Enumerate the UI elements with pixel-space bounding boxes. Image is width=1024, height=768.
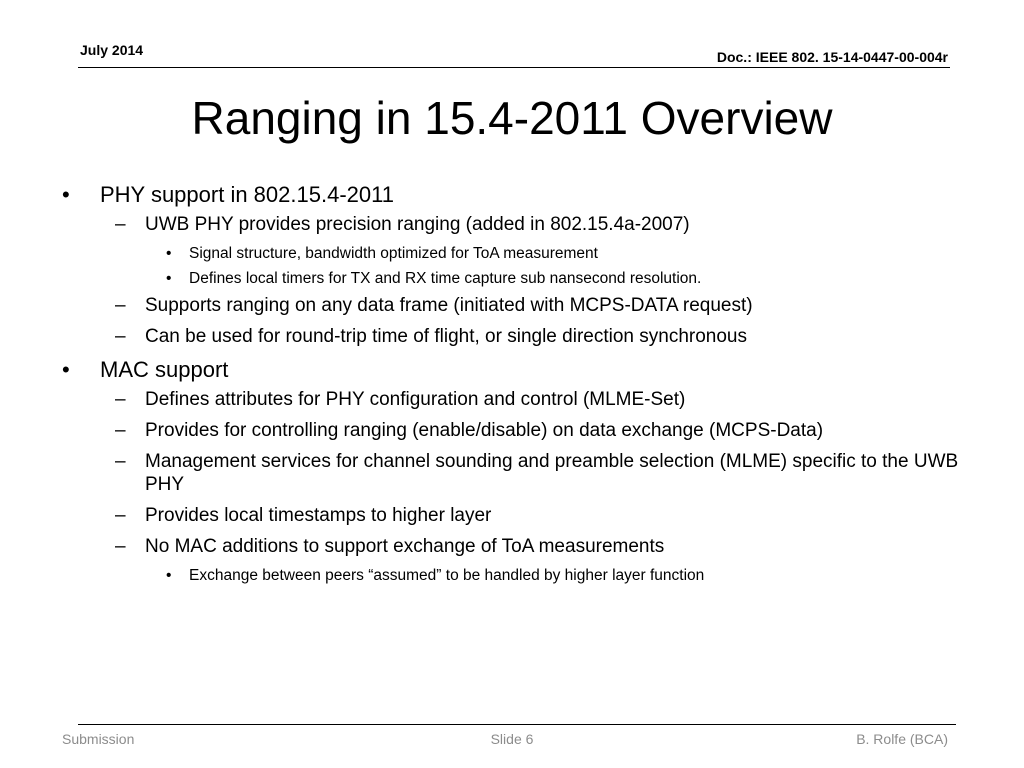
sub-bullet [62,388,962,411]
dash-icon: – [115,505,126,526]
dash-icon: – [115,389,126,410]
sub-bullet [62,213,962,236]
dash-icon: – [115,451,126,472]
sub-bullet-text: Management services for channel sounding and preamble selection (MLME) specific to the UWB PHY [145,451,959,495]
sub-bullet [62,450,962,496]
bullet-dot-icon: • [166,567,172,584]
bullet-phy-support [62,181,962,208]
sub-bullet-text: Provides for controlling ranging (enable/disable) on data exchange (MCPS-Data) [145,420,824,441]
dash-icon: – [115,214,126,235]
header-divider [78,67,950,68]
footer-author: B. Rolfe (BCA) [856,731,948,747]
dash-icon: – [115,326,126,347]
footer-divider [78,724,956,725]
sub-bullet [62,325,962,348]
sub-bullet-text: Defines attributes for PHY configuration and control (MLME-Set) [145,389,686,410]
bullet-dot-icon: • [166,245,172,262]
sub-sub-bullet-text: Exchange between peers “assumed” to be handled by higher layer function [189,567,705,584]
bullet-text: MAC support [100,357,229,382]
slide-body [62,181,962,591]
footer-slide-number: Slide 6 [490,731,534,747]
dash-icon: – [115,420,126,441]
slide-title: Ranging in 15.4-2011 Overview [191,92,833,144]
sub-bullet-text: UWB PHY provides precision ranging (added in 802.15.4a-2007) [145,214,690,235]
sub-bullet [62,419,962,442]
sub-bullet [62,535,962,558]
sub-bullet-text: Supports ranging on any data frame (initiated with MCPS-DATA request) [145,295,753,316]
sub-bullet-text: Can be used for round-trip time of flight, or single direction synchronous [145,326,747,347]
sub-sub-bullet [62,566,962,586]
dash-icon: – [115,536,126,557]
bullet-dot-icon: • [62,182,70,207]
sub-sub-bullet [62,244,962,264]
sub-bullet-text: No MAC additions to support exchange of ToA measurements [145,536,665,557]
header-date: July 2014 [80,42,144,58]
bullet-dot-icon: • [166,270,172,287]
dash-icon: – [115,295,126,316]
sub-sub-bullet-text: Signal structure, bandwidth optimized for ToA measurement [189,245,598,262]
header-document-id: Doc.: IEEE 802. 15-14-0447-00-004r [716,49,948,65]
sub-sub-bullet [62,269,962,289]
bullet-text: PHY support in 802.15.4-2011 [100,182,394,207]
footer-left: Submission [62,731,135,747]
bullet-mac-support [62,356,962,383]
bullet-dot-icon: • [62,357,70,382]
sub-bullet [62,504,962,527]
sub-bullet-text: Provides local timestamps to higher layer [145,505,492,526]
sub-bullet [62,294,962,317]
sub-sub-bullet-text: Defines local timers for TX and RX time capture sub nansecond resolution. [189,270,702,287]
